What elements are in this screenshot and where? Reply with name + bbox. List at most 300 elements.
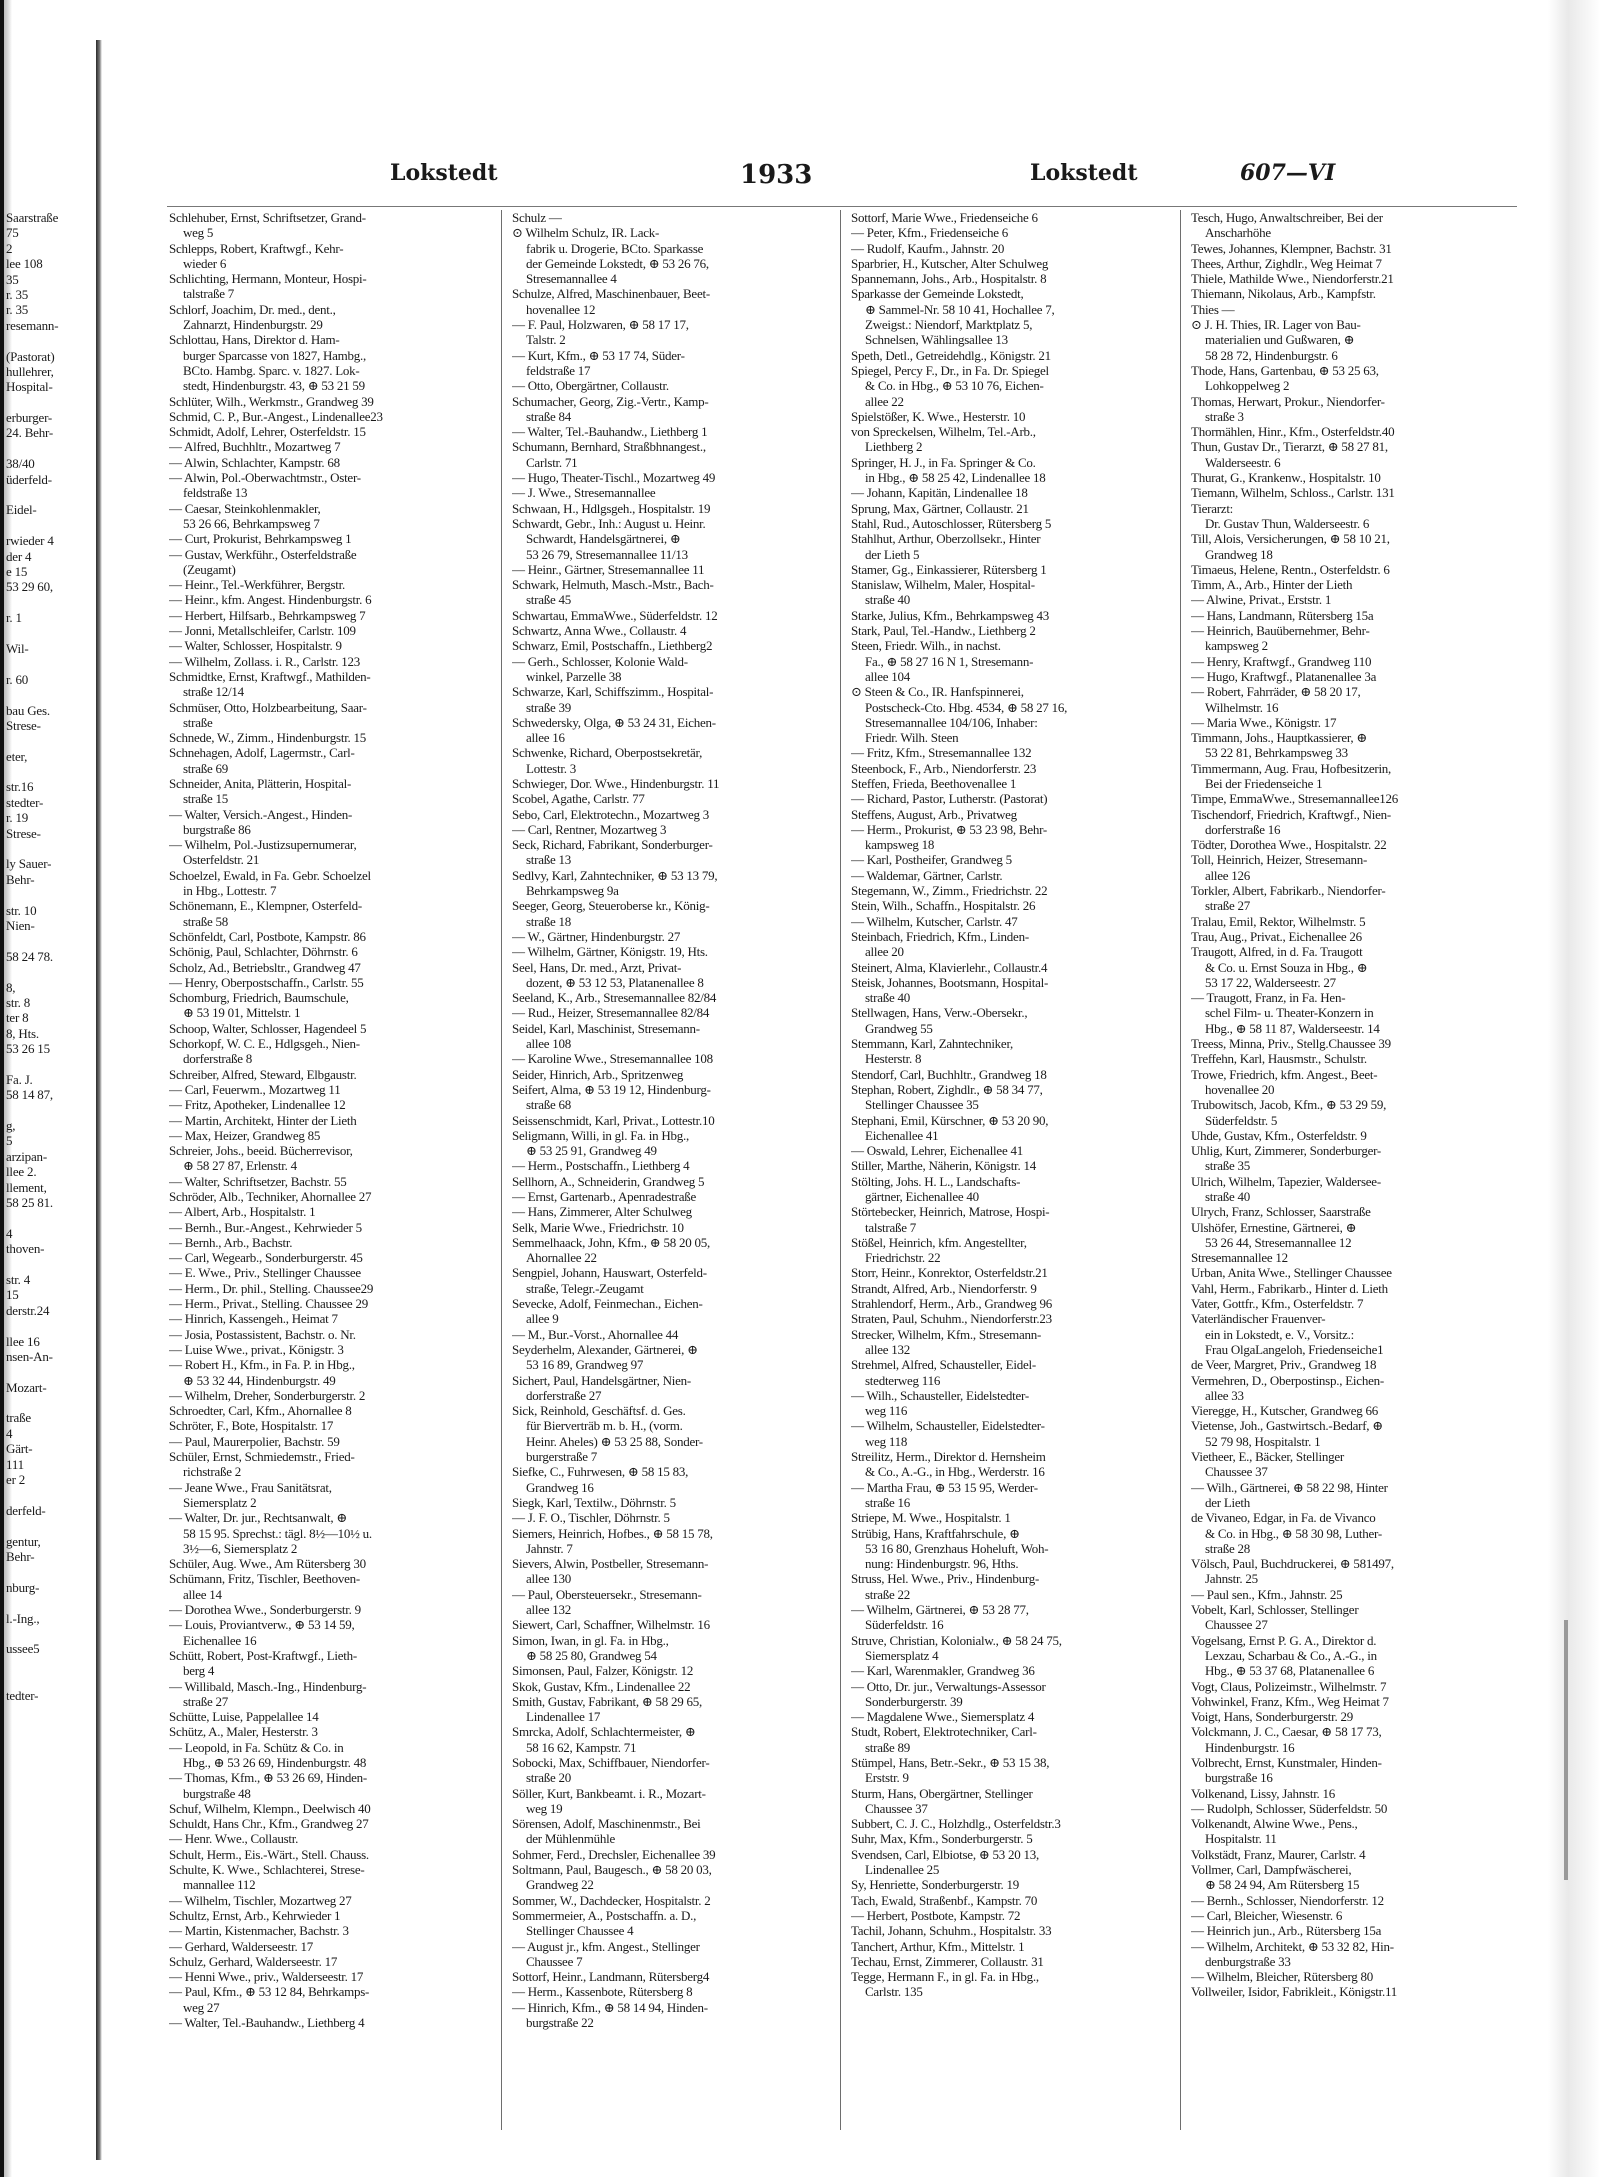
directory-entry-line: ⊕ 58 24 94, Am Rütersberg 15 (1205, 1877, 1360, 1893)
directory-entry-line: — Hans, Zimmerer, Alter Schulweg (512, 1204, 692, 1220)
directory-entry-line: Stresemannallee 4 (526, 271, 617, 287)
directory-entry-line: allee 130 (526, 1571, 572, 1587)
directory-entry-line: Anscharhöhe (1205, 225, 1271, 241)
directory-entry-line: Tischendorf, Friedrich, Kraftwgf., Nien- (1191, 806, 1391, 822)
left-fragment-line: r. 60 (6, 671, 29, 687)
directory-entry-line: dorferstraße 8 (183, 1051, 253, 1067)
left-fragment-line: 53 29 60, (6, 579, 53, 595)
directory-entry-line: Seeland, K., Arb., Stresemannallee 82/84 (512, 990, 717, 1006)
directory-entry-line: Vahl, Herm., Fabrikarb., Hinter d. Lieth (1191, 1280, 1388, 1296)
right-page-edge (1528, 0, 1600, 2177)
directory-entry-line: ⊕ 53 25 91, Grandweg 49 (526, 1143, 657, 1159)
directory-entry-line: hovenallee 20 (1205, 1081, 1275, 1097)
directory-entry-line: Schomburg, Friedrich, Baumschule, (169, 990, 349, 1006)
left-fragment-line (6, 887, 90, 902)
directory-entry-line: Vohwinkel, Franz, Kfm., Weg Heimat 7 (1191, 1693, 1389, 1709)
directory-entry-line: straße 27 (183, 1693, 229, 1709)
directory-entry-line: — Gustav, Werkführ., Osterfeldstraße (169, 546, 357, 562)
directory-entry-line: ein in Lokstedt, e. V., Vorsitz.: (1205, 1326, 1354, 1342)
directory-entry-line: — Karl, Postheifer, Grandweg 5 (851, 852, 1012, 868)
directory-entry-line: straße 15 (183, 791, 229, 807)
directory-entry-line: Stegemann, W., Zimm., Friedrichstr. 22 (851, 883, 1048, 899)
left-fragment-line: tedter- (6, 1687, 39, 1703)
directory-entry-line: berg 4 (183, 1663, 215, 1679)
directory-entry-line: dorferstraße 27 (526, 1387, 602, 1403)
directory-entry-line: Thiemann, Nikolaus, Arb., Kampfstr. (1191, 286, 1376, 302)
left-fragment-line (6, 595, 90, 610)
directory-entry-line: Eichenallee 41 (865, 1127, 939, 1143)
directory-entry-line: — Martin, Architekt, Hinter der Lieth (169, 1112, 357, 1128)
directory-entry-line: — Gerhard, Walderseestr. 17 (169, 1938, 313, 1954)
left-fragment-line (6, 1518, 90, 1533)
directory-entry-line: Timaeus, Helene, Rentn., Osterfeldstr. 6 (1191, 561, 1390, 577)
directory-entry-line: Grandweg 18 (1205, 546, 1273, 562)
left-fragment-line: 5 (6, 1133, 13, 1149)
directory-entry-line: — Thomas, Kfm., ⊕ 53 26 69, Hinden- (169, 1770, 367, 1786)
directory-entry-line: — Peter, Kfm., Friedenseiche 6 (851, 225, 1008, 241)
directory-entry-line: — Walter, Schlosser, Hospitalstr. 9 (169, 638, 342, 654)
directory-entry-line: Stein, Wilh., Schaffn., Hospitalstr. 26 (851, 898, 1036, 914)
directory-entry-line: straße 84 (526, 408, 572, 424)
directory-entry-line: — Louis, Proviantverw., ⊕ 53 14 59, (169, 1617, 355, 1633)
left-fragment-line: Nien- (6, 917, 35, 933)
directory-entry-line: Seissenschmidt, Karl, Privat., Lottestr.10 (512, 1112, 715, 1128)
left-fragment-line: Hospital- (6, 379, 53, 395)
directory-entry-line: Sellhorn, A., Schneiderin, Grandweg 5 (512, 1173, 705, 1189)
directory-entry-line: — J. Wwe., Stresemannallee (512, 485, 656, 501)
directory-entry-line: Stahl, Rud., Autoschlosser, Rütersberg 5 (851, 515, 1052, 531)
directory-entry-line: Völsch, Paul, Buchdruckerei, ⊕ 581497, (1191, 1556, 1394, 1572)
directory-entry-line: — Maria Wwe., Königstr. 17 (1191, 714, 1337, 730)
directory-entry-line: materialien und Gußwaren, ⊕ (1205, 332, 1355, 348)
directory-entry-line: Stiller, Marthe, Näherin, Königstr. 14 (851, 1158, 1036, 1174)
directory-entry-line: Schmüser, Otto, Holzbearbeitung, Saar- (169, 699, 367, 715)
directory-entry-line: Seck, Richard, Fabrikant, Sonderburger- (512, 837, 713, 853)
directory-entry-line: Steffen, Frieda, Beethovenallee 1 (851, 775, 1017, 791)
column-3 (840, 210, 1169, 2130)
directory-entry-line: Sprung, Max, Gärtner, Collaustr. 21 (851, 500, 1029, 516)
left-fragment-line: Behr- (6, 871, 35, 887)
header-place-right: Lokstedt (1030, 160, 1138, 186)
directory-entry-line: — August jr., kfm. Angest., Stellinger (512, 1938, 700, 1954)
directory-entry-line: Sörensen, Adolf, Maschinenmstr., Bei (512, 1816, 701, 1832)
left-fragment-line: Behr- (6, 1548, 35, 1564)
directory-entry-line: Stümpel, Hans, Betr.-Sekr., ⊕ 53 15 38, (851, 1754, 1050, 1770)
left-fragment-line: der 4 (6, 548, 32, 564)
directory-entry-line: Smith, Gustav, Fabrikant, ⊕ 58 29 65, (512, 1693, 703, 1709)
left-fragment-line (6, 487, 90, 502)
directory-entry-line: Söller, Kurt, Bankbeamt. i. R., Mozart- (512, 1785, 706, 1801)
left-fragment-line (6, 1056, 90, 1071)
directory-entry-line: Seifert, Alma, ⊕ 53 19 12, Hindenburg- (512, 1081, 711, 1097)
directory-entry-line: Sommermeier, A., Postschaffn. a. D., (512, 1907, 697, 1923)
directory-entry-line: Thode, Hans, Gartenbau, ⊕ 53 25 63, (1191, 362, 1379, 378)
directory-entry-line: Walderseestr. 6 (1205, 454, 1281, 470)
left-fragment-line (6, 841, 90, 856)
left-fragment-line: thoven- (6, 1241, 45, 1257)
directory-entry-line: — Wilhelm, Kutscher, Carlstr. 47 (851, 913, 1018, 929)
directory-entry-line: von Spreckelsen, Wilhelm, Tel.-Arb., (851, 424, 1036, 440)
directory-columns (165, 210, 1520, 2140)
directory-entry-line: Sichert, Paul, Handelsgärtner, Nien- (512, 1372, 691, 1388)
directory-entry-line: Stephani, Emil, Kürschner, ⊕ 53 20 90, (851, 1112, 1049, 1128)
directory-entry-line: Schütte, Luise, Pappelallee 14 (169, 1709, 319, 1725)
directory-entry-line: & Co. u. Ernst Souza in Hbg., ⊕ (1205, 959, 1368, 975)
directory-entry-line: Vobelt, Karl, Schlosser, Stellinger (1191, 1602, 1359, 1618)
directory-entry-line: Schulte, K. Wwe., Schlachterei, Strese- (169, 1862, 365, 1878)
directory-entry-line: Stark, Paul, Tel.-Handw., Liethberg 2 (851, 623, 1036, 639)
directory-entry-line: — Kurt, Kfm., ⊕ 53 17 74, Süder- (512, 347, 685, 363)
directory-entry-line: Tachil, Johann, Schuhm., Hospitalstr. 33 (851, 1923, 1052, 1939)
directory-entry-line: — Karoline Wwe., Stresemannallee 108 (512, 1051, 713, 1067)
directory-entry-line: allee 33 (1205, 1387, 1244, 1403)
directory-entry-line: Sick, Reinhold, Geschäftsf. d. Ges. (512, 1403, 686, 1419)
directory-entry-line: weg 118 (865, 1433, 908, 1449)
directory-entry-line: Schoop, Walter, Schlosser, Hagendeel 5 (169, 1020, 367, 1036)
left-fragment-line (6, 964, 90, 979)
directory-entry-line: 53 26 66, Behrkampsweg 7 (183, 515, 320, 531)
directory-entry-line: Spannemann, Johs., Arb., Hospitalstr. 8 (851, 271, 1047, 287)
directory-entry-line: straße 16 (865, 1494, 911, 1510)
directory-entry-line: fabrik u. Drogerie, BCto. Sparkasse (526, 240, 704, 256)
directory-entry-line: allee 22 (865, 393, 904, 409)
directory-entry-line: Tralau, Emil, Rektor, Wilhelmstr. 5 (1191, 913, 1366, 929)
directory-entry-line: Vater, Gottfr., Kfm., Osterfeldstr. 7 (1191, 1296, 1364, 1312)
left-fragment-line: Gärt- (6, 1441, 33, 1457)
directory-entry-line: Steisk, Johannes, Bootsmann, Hospital- (851, 974, 1049, 990)
directory-entry-line: Till, Alois, Versicherungen, ⊕ 58 10 21, (1191, 531, 1390, 547)
directory-entry-line: kampsweg 2 (1205, 638, 1268, 654)
directory-entry-line: — Hinrich, Kassengeh., Heimat 7 (169, 1311, 338, 1327)
directory-entry-line: der Gemeinde Lokstedt, ⊕ 53 26 76, (526, 255, 709, 271)
directory-entry-line: straße 69 (183, 760, 229, 776)
header-year: 1933 (740, 160, 813, 190)
directory-entry-line: Vollmer, Carl, Dampfwäscherei, (1191, 1862, 1352, 1878)
directory-entry-line: — Hugo, Theater-Tischl., Mozartweg 49 (512, 470, 716, 486)
directory-entry-line: — F. Paul, Holzwaren, ⊕ 58 17 17, (512, 317, 689, 333)
directory-entry-line: Sparkasse der Gemeinde Lokstedt, (851, 286, 1024, 302)
directory-entry-line: Siegk, Karl, Textilw., Döhrnstr. 5 (512, 1494, 676, 1510)
directory-entry-line: — Caesar, Steinkohlenmakler, (169, 500, 321, 516)
directory-entry-line: Jahnstr. 7 (526, 1540, 573, 1556)
directory-entry-line: Lottestr. 3 (526, 760, 576, 776)
header-page-number: 607—VI (1240, 160, 1336, 186)
directory-entry-line: Starke, Julius, Kfm., Behrkampsweg 43 (851, 607, 1050, 623)
directory-entry-line: Thomas, Herwart, Prokur., Niendorfer- (1191, 393, 1385, 409)
directory-entry-line: dorferstraße 16 (1205, 821, 1281, 837)
directory-entry-line: — Waldemar, Gärtner, Carlstr. (851, 867, 1003, 883)
left-fragment-line: lee 108 (6, 256, 43, 272)
directory-entry-line: Volbrecht, Ernst, Kunstmaler, Hinden- (1191, 1754, 1382, 1770)
directory-entry-line: Schmid, C. P., Bur.-Angest., Lindenallee23 (169, 408, 383, 424)
directory-entry-line: Vogt, Claus, Polizeimstr., Wilhelmstr. 7 (1191, 1678, 1387, 1694)
left-fragment-line (6, 1626, 90, 1641)
directory-entry-line: — Herbert, Hilfsarb., Behrkampsweg 7 (169, 607, 366, 623)
directory-entry-line: Traugott, Alfred, in d. Fa. Traugott (1191, 944, 1363, 960)
directory-entry-line: Schumacher, Georg, Zig.-Vertr., Kamp- (512, 393, 709, 409)
directory-entry-line: ⊕ 53 19 01, Mittelstr. 1 (183, 1005, 301, 1021)
left-fragment-line: Strese- (6, 717, 41, 733)
directory-entry-line: — Herm., Prokurist, ⊕ 53 23 98, Behr- (851, 821, 1048, 837)
directory-entry-line: Thies — (1191, 301, 1235, 317)
directory-entry-line: Simonsen, Paul, Falzer, Königstr. 12 (512, 1663, 694, 1679)
directory-entry-line: — Heinr., Tel.-Werkführer, Bergstr. (169, 577, 346, 593)
directory-entry-line: Strahlendorf, Herm., Arb., Grandweg 96 (851, 1296, 1052, 1312)
left-fragment-line: str. 8 (6, 994, 31, 1010)
directory-entry-line: Vietense, Joh., Gastwirtsch.-Bedarf, ⊕ (1191, 1418, 1383, 1434)
directory-entry-line: Schlehuber, Ernst, Schriftsetzer, Grand- (169, 210, 366, 225)
directory-entry-line: straße 40 (1205, 1189, 1251, 1204)
directory-entry-line: Stahlhut, Arthur, Oberzollsekr., Hinter (851, 531, 1041, 547)
directory-entry-line: — Richard, Pastor, Lutherstr. (Pastorat) (851, 791, 1048, 807)
directory-entry-line: Seel, Hans, Dr. med., Arzt, Privat- (512, 959, 682, 975)
directory-entry-line: Techau, Ernst, Zimmerer, Collaustr. 31 (851, 1953, 1044, 1969)
directory-entry-line: — Willibald, Masch.-Ing., Hindenburg- (169, 1678, 367, 1694)
directory-entry-line: Speth, Detl., Getreidehdlg., Königstr. 21 (851, 347, 1051, 363)
directory-entry-line: Sohmer, Ferd., Drechsler, Eichenallee 39 (512, 1846, 716, 1862)
directory-entry-line: Schlorf, Joachim, Dr. med., dent., (169, 301, 336, 317)
directory-entry-line: Zweigst.: Niendorf, Marktplatz 5, (865, 317, 1033, 333)
left-fragment-line (6, 1672, 90, 1687)
left-fragment-line: bau Ges. (6, 702, 50, 718)
directory-entry-line: Steffens, August, Arb., Privatweg (851, 806, 1017, 822)
directory-entry-line: — Rudolf, Kaufm., Jahnstr. 20 (851, 240, 1005, 256)
directory-entry-line: straße 68 (526, 1097, 572, 1113)
directory-entry-line: allee 132 (865, 1341, 911, 1357)
directory-entry-line: — Carl, Bleicher, Wiesenstr. 6 (1191, 1907, 1343, 1923)
directory-entry-line: burgstraße 22 (526, 2015, 594, 2031)
directory-entry-line: Sottorf, Marie Wwe., Friedenseiche 6 (851, 210, 1038, 225)
left-fragment-line: resemann- (6, 317, 59, 333)
directory-entry-line: Störtebecker, Heinrich, Matrose, Hospi- (851, 1204, 1050, 1220)
directory-entry-line: Struve, Christian, Kolonialw., ⊕ 58 24 75, (851, 1632, 1062, 1648)
left-fragment-line: r. 35 (6, 302, 29, 318)
directory-entry-line: Schröter, F., Bote, Hospitalstr. 17 (169, 1418, 334, 1434)
directory-entry-line: Stresemannallee 104/106, Inhaber: (865, 714, 1038, 730)
directory-entry-line: — Carl, Feuerwm., Mozartweg 11 (169, 1081, 341, 1097)
left-fragment-line: 58 24 78. (6, 948, 53, 964)
directory-entry-line: Skok, Gustav, Kfm., Lindenallee 22 (512, 1678, 691, 1694)
directory-entry-line: burgerstraße 7 (526, 1449, 597, 1465)
directory-entry-line: 53 17 22, Walderseestr. 27 (1205, 974, 1336, 990)
left-fragment-line: erburger- (6, 410, 53, 426)
directory-entry-line: Lohkoppelweg 2 (1205, 378, 1290, 394)
directory-entry-line: Thun, Gustav Dr., Tierarzt, ⊕ 58 27 81, (1191, 439, 1388, 455)
left-fragment-line (6, 1210, 90, 1225)
directory-entry-line: Streilitz, Herm., Direktor d. Hernsheim (851, 1449, 1046, 1465)
directory-entry-line: — Wilhelm, Pol.-Justizsupernumerar, (169, 837, 357, 853)
left-fragment-line: 24. Behr- (6, 425, 54, 441)
directory-entry-line: in Hbg., Lottestr. 7 (183, 883, 277, 899)
directory-entry-line: — Robert H., Kfm., in Fa. P. in Hbg., (169, 1357, 355, 1373)
directory-entry-line: Schümann, Fritz, Tischler, Beethoven- (169, 1571, 360, 1587)
directory-entry-line: Schwaan, H., Hdlgsgeh., Hospitalstr. 19 (512, 500, 711, 516)
left-fragment-line: gentur, (6, 1533, 41, 1549)
directory-entry-line: hovenallee 12 (526, 301, 596, 317)
directory-entry-line: Carlstr. 135 (865, 1984, 923, 2000)
directory-entry-line: Schwenke, Richard, Oberpostsekretär, (512, 745, 703, 761)
directory-entry-line: — Martin, Kistenmacher, Bachstr. 3 (169, 1923, 349, 1939)
book-gutter (96, 40, 102, 2160)
directory-entry-line: straße 28 (1205, 1540, 1251, 1556)
directory-entry-line: Trowe, Friedrich, kfm. Angest., Beet- (1191, 1066, 1378, 1082)
directory-entry-line: — Henni Wwe., priv., Walderseestr. 17 (169, 1969, 364, 1985)
directory-entry-line: Postscheck-Cto. Hbg. 4534, ⊕ 58 27 16, (865, 699, 1068, 715)
directory-entry-line: Schorkopf, W. C. E., Hdlgsgeh., Nien- (169, 1036, 360, 1052)
scan-edge-mark (1564, 1620, 1568, 1880)
directory-entry-line: für Bierverträb m. b. H., (vorm. (526, 1418, 683, 1434)
left-fragment-line: ly Sauer- (6, 856, 52, 872)
directory-entry-line: Schulz, Gerhard, Walderseestr. 17 (169, 1953, 338, 1969)
left-fragment-line (6, 933, 90, 948)
directory-entry-line: Friedrichstr. 22 (865, 1250, 941, 1266)
directory-entry-line: & Co. in Hbg., ⊕ 58 30 98, Luther- (1205, 1525, 1382, 1541)
left-fragment-line (6, 333, 90, 348)
left-fragment-line: ter 8 (6, 1010, 29, 1026)
directory-entry-line: richstraße 2 (183, 1464, 242, 1480)
directory-entry-line: — Rudolph, Schlosser, Süderfeldstr. 50 (1191, 1800, 1388, 1816)
directory-entry-line: — Alwin, Schlachter, Kampstr. 68 (169, 454, 340, 470)
column-1 (165, 210, 487, 2130)
directory-entry-line: allee 9 (526, 1311, 559, 1327)
directory-entry-line: — Herbert, Postbote, Kampstr. 72 (851, 1907, 1021, 1923)
directory-entry-line: Spiegel, Percy F., Dr., in Fa. Dr. Spiegel (851, 362, 1049, 378)
directory-entry-line: Schönfeldt, Carl, Postbote, Kampstr. 86 (169, 928, 366, 944)
directory-entry-line: Siewert, Carl, Schaffner, Wilhelmstr. 16 (512, 1617, 710, 1633)
left-fragment-line (6, 1564, 90, 1579)
directory-entry-line: allee 14 (183, 1586, 222, 1602)
directory-entry-line: Simon, Iwan, in gl. Fa. in Hbg., (512, 1632, 669, 1648)
left-fragment-line: (Pastorat) (6, 348, 55, 364)
directory-entry-line: Sottorf, Heinr., Landmann, Rütersberg4 (512, 1969, 710, 1985)
directory-entry-line: Schwardt, Gebr., Inh.: August u. Heinr. (512, 515, 706, 531)
left-fragment-line: nburg- (6, 1579, 40, 1595)
directory-entry-line: Studt, Robert, Elektrotechniker, Carl- (851, 1724, 1037, 1740)
directory-entry-line: & Co., A.-G., in Hbg., Werderstr. 16 (865, 1464, 1045, 1480)
directory-entry-line: — Jonni, Metallschleifer, Carlstr. 109 (169, 623, 356, 639)
directory-entry-line: Talstr. 2 (526, 332, 566, 348)
directory-entry-line: — Rud., Heizer, Stresemannallee 82/84 (512, 1005, 710, 1021)
directory-entry-line: — Alwine, Privat., Erststr. 1 (1191, 592, 1332, 608)
directory-entry-line: — Otto, Obergärtner, Collaustr. (512, 378, 669, 394)
directory-entry-line: Smrcka, Adolf, Schlachtermeister, ⊕ (512, 1724, 696, 1740)
directory-entry-line: burgstraße 86 (183, 821, 251, 837)
left-fragment-line (6, 1657, 90, 1672)
directory-entry-line: — Paul, Obersteuersekr., Stresemann- (512, 1586, 702, 1602)
directory-entry-line: Tesch, Hugo, Anwaltschreiber, Bei der (1191, 210, 1383, 225)
directory-entry-line: Siemersplatz 4 (865, 1647, 939, 1663)
directory-entry-line: Tiemann, Wilhelm, Schloss., Carlstr. 131 (1191, 485, 1395, 501)
directory-entry-line: straße 27 (1205, 898, 1251, 914)
left-fragment-line: llee 2. (6, 1164, 37, 1180)
directory-entry-line: Seyderhelm, Alexander, Gärtnerei, ⊕ (512, 1341, 698, 1357)
left-fragment-line (6, 1103, 90, 1118)
directory-entry-line: Sebo, Carl, Elektrotechn., Mozartweg 3 (512, 806, 709, 822)
directory-entry-line: Frau OlgaLangeloh, Friedenseiche1 (1205, 1341, 1384, 1357)
directory-entry-line: — Bernh., Bur.-Angest., Kehrwieder 5 (169, 1219, 362, 1235)
directory-entry-line: Svendsen, Carl, Elbiotse, ⊕ 53 20 13, (851, 1846, 1039, 1862)
directory-entry-line: — Henr. Wwe., Collaustr. (169, 1831, 299, 1847)
directory-entry-line: — Henry, Oberpostschaffn., Carlstr. 55 (169, 974, 364, 990)
directory-entry-line: — Josia, Postassistent, Bachstr. o. Nr. (169, 1326, 356, 1342)
directory-entry-line: — Leopold, in Fa. Schütz & Co. in (169, 1739, 344, 1755)
directory-entry-line: 53 22 81, Behrkampsweg 33 (1205, 745, 1348, 761)
left-fragment-line: nsen-An- (6, 1348, 53, 1364)
directory-entry-line: allee 20 (865, 944, 904, 960)
directory-entry-line: Schwardt, Handelsgärtnerei, ⊕ (526, 531, 681, 547)
directory-entry-line: — Fritz, Apotheker, Lindenallee 12 (169, 1097, 346, 1113)
directory-entry-line: — Traugott, Franz, in Fa. Hen- (1191, 990, 1346, 1006)
left-fragment-line: stedter- (6, 794, 44, 810)
directory-entry-line: Grandweg 22 (526, 1877, 594, 1893)
directory-entry-line: 52 79 98, Hospitalstr. 1 (1205, 1433, 1321, 1449)
left-fragment-line: e 15 (6, 563, 28, 579)
directory-entry-line: Schwarze, Karl, Schiffszimm., Hospital- (512, 684, 714, 700)
directory-entry-line: Tach, Ewald, Straßenbf., Kampstr. 70 (851, 1892, 1038, 1908)
directory-entry-line: Eichenallee 16 (183, 1632, 257, 1648)
directory-entry-line: nung: Hindenburgstr. 96, Hths. (865, 1556, 1019, 1572)
directory-entry-line: Uhde, Gustav, Kfm., Osterfeldstr. 9 (1191, 1127, 1367, 1143)
directory-entry-line: de Veer, Margret, Priv., Grandweg 18 (1191, 1357, 1377, 1373)
directory-entry-line: — Otto, Dr. jur., Verwaltungs-Assessor (851, 1678, 1046, 1694)
directory-entry-line: Schlüter, Wilh., Werkmstr., Grandweg 39 (169, 393, 374, 409)
directory-entry-line: burgstraße 16 (1205, 1770, 1273, 1786)
directory-entry-line: allee 126 (1205, 867, 1251, 883)
directory-entry-line: Steinert, Alma, Klavierlehr., Collaustr.4 (851, 959, 1048, 975)
directory-entry-line: 58 16 62, Kampstr. 71 (526, 1739, 637, 1755)
directory-entry-line: Stanislaw, Wilhelm, Maler, Hospital- (851, 577, 1035, 593)
directory-entry-line: Thurat, G., Krankenw., Hospitalstr. 10 (1191, 470, 1381, 486)
directory-entry-line: gärtner, Eichenallee 40 (865, 1189, 979, 1204)
left-fragment-line: Fa. J. (6, 1071, 33, 1087)
directory-entry-line: Schulz — (512, 210, 562, 225)
directory-entry-line: Thormählen, Hinr., Kfm., Osterfeldstr.40 (1191, 424, 1395, 440)
directory-entry-line: straße 13 (526, 852, 572, 868)
directory-entry-line: Stölting, Johs. H. L., Landschafts- (851, 1173, 1021, 1189)
directory-entry-line: weg 5 (183, 225, 214, 241)
directory-entry-line: Stellinger Chaussee 35 (865, 1097, 979, 1113)
directory-entry-line: Volkenand, Lissy, Jahnstr. 16 (1191, 1785, 1336, 1801)
directory-entry-line: Ulshöfer, Ernestine, Gärtnerei, ⊕ (1191, 1219, 1357, 1235)
directory-entry-line: — J. F. O., Tischler, Döhrnstr. 5 (512, 1510, 670, 1526)
left-fragment-line: str. 10 (6, 902, 37, 918)
directory-entry-line: Tewes, Johannes, Klempner, Bachstr. 31 (1191, 240, 1392, 256)
left-fragment-line: 111 (6, 1456, 24, 1472)
directory-entry-line: — Herm., Postschaffn., Liethberg 4 (512, 1158, 690, 1174)
directory-entry-line: burgstraße 48 (183, 1785, 251, 1801)
left-fragment-line (6, 518, 90, 533)
directory-entry-line: — Wilhelm, Gärtnerei, ⊕ 53 28 77, (851, 1602, 1029, 1618)
directory-entry-line: — Wilhelm, Architekt, ⊕ 53 32 82, Hin- (1191, 1938, 1394, 1954)
directory-entry-line: — Heinr., Gärtner, Stresemannallee 11 (512, 561, 705, 577)
directory-entry-line: — Curt, Prokurist, Behrkampsweg 1 (169, 531, 352, 547)
directory-entry-line: Schreiber, Alfred, Steward, Elbgaustr. (169, 1066, 357, 1082)
directory-entry-line: Schönig, Paul, Schlachter, Döhrnstr. 6 (169, 944, 358, 960)
directory-entry-line: Lindenallee 25 (865, 1862, 940, 1878)
directory-entry-line: — Wilh., Schausteller, Eidelstedter- (851, 1387, 1029, 1403)
directory-entry-line: — Max, Heizer, Grandweg 85 (169, 1127, 321, 1143)
directory-entry-line: Schreier, Johs., beeid. Bücherrevisor, (169, 1143, 353, 1159)
left-fragment-line: g, (6, 1118, 16, 1134)
directory-entry-line: — Karl, Warenmakler, Grandweg 36 (851, 1663, 1035, 1679)
directory-entry-line: Trau, Aug., Privat., Eichenallee 26 (1191, 928, 1362, 944)
directory-entry-line: Strandt, Alfred, Arb., Niendorferstr. 9 (851, 1280, 1037, 1296)
directory-entry-line: Schnelsen, Wählingsallee 13 (865, 332, 1008, 348)
directory-entry-line: Ulrych, Franz, Schlosser, Saarstraße (1191, 1204, 1371, 1220)
directory-entry-line: Tödter, Dorothea Wwe., Hospitalstr. 22 (1191, 837, 1387, 853)
directory-entry-line: Chaussee 37 (1205, 1464, 1268, 1480)
directory-entry-line: der Lieth (1205, 1494, 1251, 1510)
